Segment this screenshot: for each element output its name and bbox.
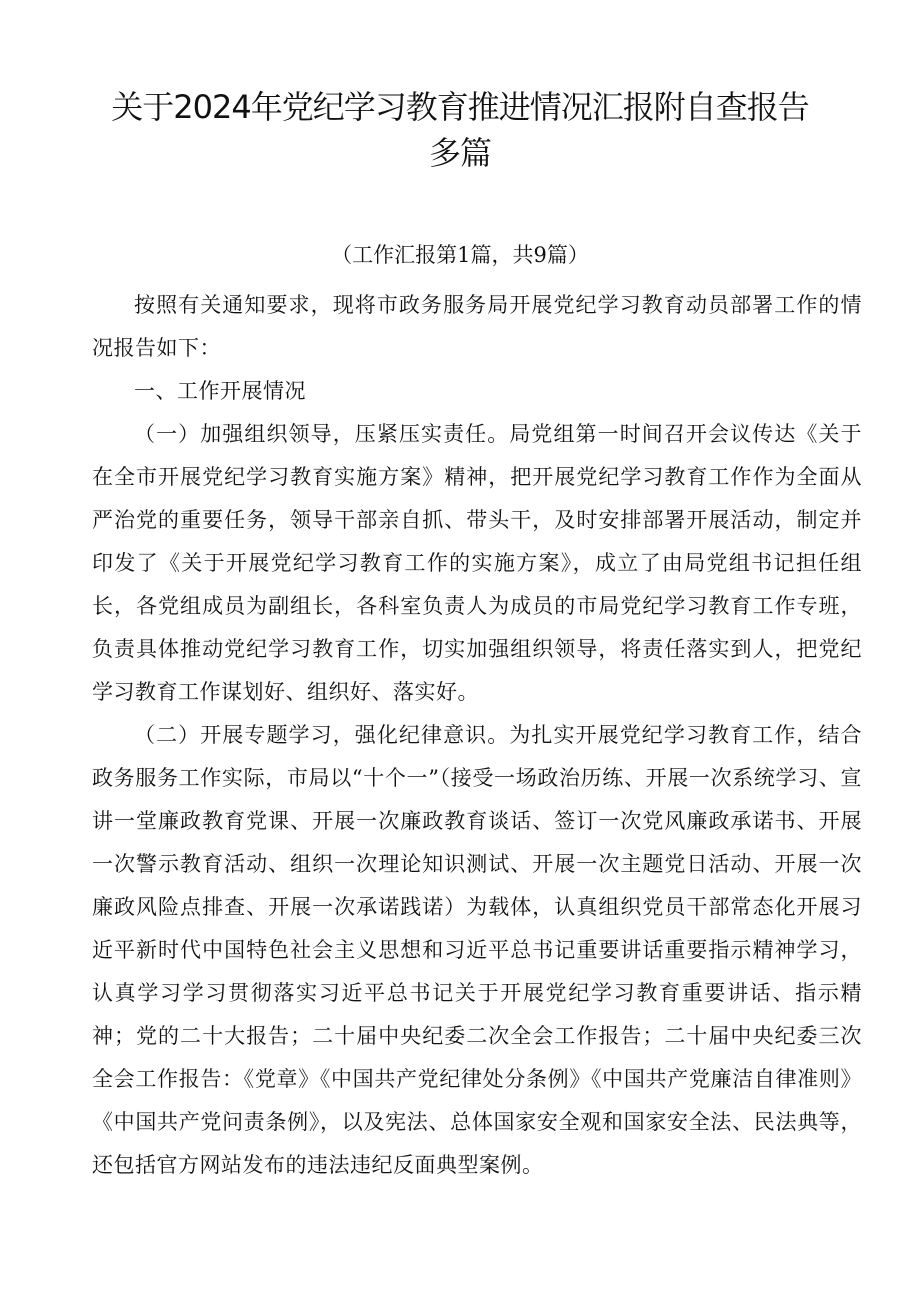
document-title: 关于2024年党纪学习教育推进情况汇报附自查报告多篇 — [111, 88, 809, 172]
intro-paragraph: 按照有关通知要求，现将市政务服务局开展党纪学习教育动员部署工作的情况报告如下： — [92, 293, 862, 360]
paragraph-study: （二）开展专题学习，强化纪律意识。为扎实开展党纪学习教育工作，结合政务服务工作实际，市局以“十个一”（接受一场政治历练、开展一次系统学习、宣讲一堂廉政教育党课、开展一次廉政教育谈话、签订一次党风廉政承诺书、开展一次警示教育活动、组织一次理论知识测试、开展一次主题党日活动、开展一次廉政风险点排查、开展一次承诺践诺）为载体，认真组织党员干部常态化开展习近平新时代中国特色社会主义思想和习近平总书记重要讲话重要指示精神学习，认真学习学习贯彻落实习近平总书记关于开展党纪学习教育重要讲话、指示精神；党的二十大报告；二十届中央纪委二次全会工作报告；二十届中央纪委三次全会工作报告：《党章》《中国共产党纪律处分条例》《中国共产党廉洁自律准则》《中国共产党问责条例》，以及宪法、总体国家安全观和国家安全法、民法典等，还包括官方网站发布的违法违纪反面典型案例。 — [92, 723, 862, 1177]
paragraph-organization: （一）加强组织领导，压紧压实责任。局党组第一时间召开会议传达《关于在全市开展党纪学习教育实施方案》精神，把开展党纪学习教育工作作为全面从严治党的重要任务，领导干部亲自抓、带头干，及时安排部署开展活动，制定并印发了《关于开展党纪学习教育工作的实施方案》，成立了由局党组书记担任组长，各党组成员为副组长，各科室负责人为成员的市局党纪学习教育工作专班，负责具体推动党纪学习教育工作，切实加强组织领导，将责任落实到人，把党纪学习教育工作谋划好、组织好、落实好。 — [92, 422, 862, 704]
document-body — [92, 284, 862, 1187]
section-heading: 一、工作开展情况 — [134, 379, 306, 403]
document-subtitle: （工作汇报第1篇，共9篇） — [331, 243, 589, 267]
